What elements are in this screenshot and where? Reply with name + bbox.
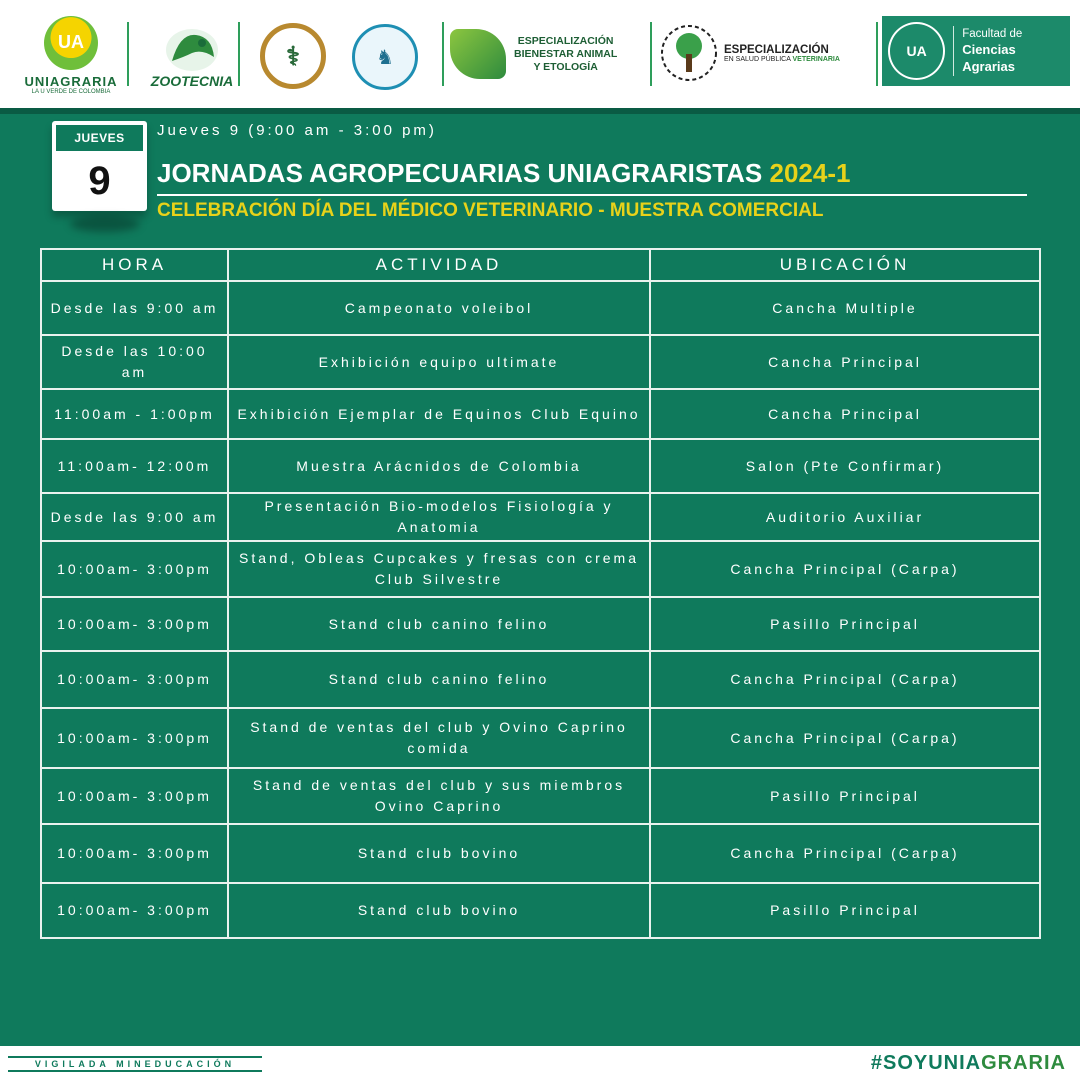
vigilada-label: VIGILADA MINEDUCACIÓN bbox=[8, 1056, 262, 1072]
facultad-logo bbox=[882, 16, 1070, 86]
cell-ubicacion: Pasillo Principal bbox=[650, 883, 1040, 938]
cell-actividad: Stand club bovino bbox=[228, 824, 650, 883]
zootecnia-animal-icon bbox=[162, 23, 222, 73]
logo-separator bbox=[238, 22, 240, 86]
cell-ubicacion: Pasillo Principal bbox=[650, 768, 1040, 824]
logo-separator bbox=[876, 22, 878, 86]
uniagraria-logo bbox=[18, 10, 124, 100]
title-rule bbox=[157, 194, 1027, 196]
header-hora: HORA bbox=[41, 249, 228, 281]
zootecnia-logo bbox=[150, 18, 234, 94]
cell-actividad: Stand club bovino bbox=[228, 883, 650, 938]
cell-actividad: Exhibición equipo ultimate bbox=[228, 335, 650, 389]
cell-ubicacion: Cancha Principal (Carpa) bbox=[650, 541, 1040, 597]
calendar-badge bbox=[52, 121, 147, 211]
header-divider bbox=[0, 108, 1080, 114]
table-row bbox=[41, 335, 1040, 389]
veterinary-seal-logo bbox=[256, 22, 330, 90]
calendar-day: 9 bbox=[88, 158, 111, 203]
facultad-line1: Facultad de bbox=[962, 27, 1023, 40]
cell-hora: 11:00am - 1:00pm bbox=[41, 389, 228, 439]
cell-ubicacion: Cancha Principal (Carpa) bbox=[650, 651, 1040, 708]
facultad-divider bbox=[953, 26, 954, 76]
leaf-animal-icon bbox=[450, 29, 506, 79]
event-title bbox=[157, 158, 850, 189]
animals-icon: ♞ bbox=[352, 24, 418, 90]
cell-hora: 10:00am- 3:00pm bbox=[41, 768, 228, 824]
tree-icon bbox=[660, 24, 718, 82]
cell-ubicacion: Pasillo Principal bbox=[650, 597, 1040, 651]
logo-separator bbox=[442, 22, 444, 86]
table-row bbox=[41, 824, 1040, 883]
logo-separator bbox=[127, 22, 129, 86]
table-row bbox=[41, 439, 1040, 493]
especializacion-salud-logo bbox=[660, 18, 870, 88]
cell-ubicacion: Cancha Multiple bbox=[650, 281, 1040, 335]
cell-hora: 10:00am- 3:00pm bbox=[41, 651, 228, 708]
cell-actividad: Muestra Arácnidos de Colombia bbox=[228, 439, 650, 493]
calendar-shadow bbox=[70, 216, 140, 232]
table-row bbox=[41, 493, 1040, 541]
event-title-main: JORNADAS AGROPECUARIAS UNIAGRARISTAS bbox=[157, 158, 763, 188]
caduceus-icon: ⚕ bbox=[260, 23, 326, 89]
cell-ubicacion: Cancha Principal bbox=[650, 389, 1040, 439]
cell-ubicacion: Cancha Principal (Carpa) bbox=[650, 824, 1040, 883]
table-row bbox=[41, 389, 1040, 439]
header-actividad: ACTIVIDAD bbox=[228, 249, 650, 281]
table-row bbox=[41, 708, 1040, 768]
cell-actividad: Stand, Obleas Cupcakes y fresas con crema Club Silvestre bbox=[228, 541, 650, 597]
table-header-row bbox=[41, 249, 1040, 281]
table-row bbox=[41, 597, 1040, 651]
table-row bbox=[41, 768, 1040, 824]
cell-hora: 11:00am- 12:00m bbox=[41, 439, 228, 493]
cell-hora: 10:00am- 3:00pm bbox=[41, 541, 228, 597]
esp1-line1: ESPECIALIZACIÓN bbox=[517, 34, 614, 47]
cell-actividad: Stand de ventas del club y Ovino Caprino comida bbox=[228, 708, 650, 768]
hashtag-prefix: #SOYUNIA bbox=[870, 1052, 982, 1074]
uniagraria-tagline: LA U VERDE DE COLOMBIA bbox=[31, 88, 111, 95]
event-date-line: Jueves 9 (9:00 am - 3:00 pm) bbox=[157, 122, 437, 139]
event-subtitle: CELEBRACIÓN DÍA DEL MÉDICO VETERINARIO - MUESTRA COMERCIAL bbox=[157, 200, 824, 221]
uniagraria-name: UNIAGRARIA bbox=[24, 73, 118, 89]
cell-actividad: Stand de ventas del club y sus miembros Ovino Caprino bbox=[228, 768, 650, 824]
cell-ubicacion: Salon (Pte Confirmar) bbox=[650, 439, 1040, 493]
table-row bbox=[41, 541, 1040, 597]
cell-hora: Desde las 9:00 am bbox=[41, 493, 228, 541]
cell-hora: Desde las 9:00 am bbox=[41, 281, 228, 335]
cell-actividad: Stand club canino felino bbox=[228, 651, 650, 708]
especializacion-bienestar-logo bbox=[450, 24, 642, 84]
hashtag bbox=[871, 1052, 1066, 1075]
cell-actividad: Campeonato voleibol bbox=[228, 281, 650, 335]
club-seal-logo bbox=[344, 14, 426, 100]
esp2-sub-prefix: EN SALUD PÚBLICA bbox=[724, 55, 791, 63]
esp1-line3: Y ETOLOGÍA bbox=[533, 60, 598, 73]
table-row bbox=[41, 883, 1040, 938]
cell-hora: 10:00am- 3:00pm bbox=[41, 883, 228, 938]
event-title-year: 2024-1 bbox=[769, 158, 851, 188]
cell-ubicacion: Cancha Principal bbox=[650, 335, 1040, 389]
facultad-mark: UA bbox=[888, 22, 945, 80]
header-ubicacion: UBICACIÓN bbox=[650, 249, 1040, 281]
schedule-table bbox=[40, 248, 1041, 939]
cell-actividad: Stand club canino felino bbox=[228, 597, 650, 651]
facultad-line2: Ciencias Agrarias bbox=[962, 41, 1016, 74]
esp2-title: ESPECIALIZACIÓN bbox=[724, 43, 829, 56]
esp2-sub-highlight: VETERINARIA bbox=[792, 55, 840, 63]
esp1-line2: BIENESTAR ANIMAL bbox=[514, 47, 618, 60]
hashtag-highlight: GRARIA bbox=[981, 1052, 1066, 1074]
logo-bar bbox=[0, 0, 1080, 108]
cell-hora: 10:00am- 3:00pm bbox=[41, 824, 228, 883]
cell-hora: Desde las 10:00 am bbox=[41, 335, 228, 389]
cell-ubicacion: Auditorio Auxiliar bbox=[650, 493, 1040, 541]
cell-hora: 10:00am- 3:00pm bbox=[41, 708, 228, 768]
logo-separator bbox=[650, 22, 652, 86]
cell-hora: 10:00am- 3:00pm bbox=[41, 597, 228, 651]
calendar-weekday: JUEVES bbox=[56, 125, 143, 151]
cell-actividad: Exhibición Ejemplar de Equinos Club Equino bbox=[228, 389, 650, 439]
zootecnia-label: ZOOTECNIA bbox=[150, 73, 234, 89]
cell-actividad: Presentación Bio-modelos Fisiología y Anatomia bbox=[228, 493, 650, 541]
table-row bbox=[41, 651, 1040, 708]
table-row bbox=[41, 281, 1040, 335]
cell-ubicacion: Cancha Principal (Carpa) bbox=[650, 708, 1040, 768]
uniagraria-mark: UA bbox=[44, 16, 98, 70]
